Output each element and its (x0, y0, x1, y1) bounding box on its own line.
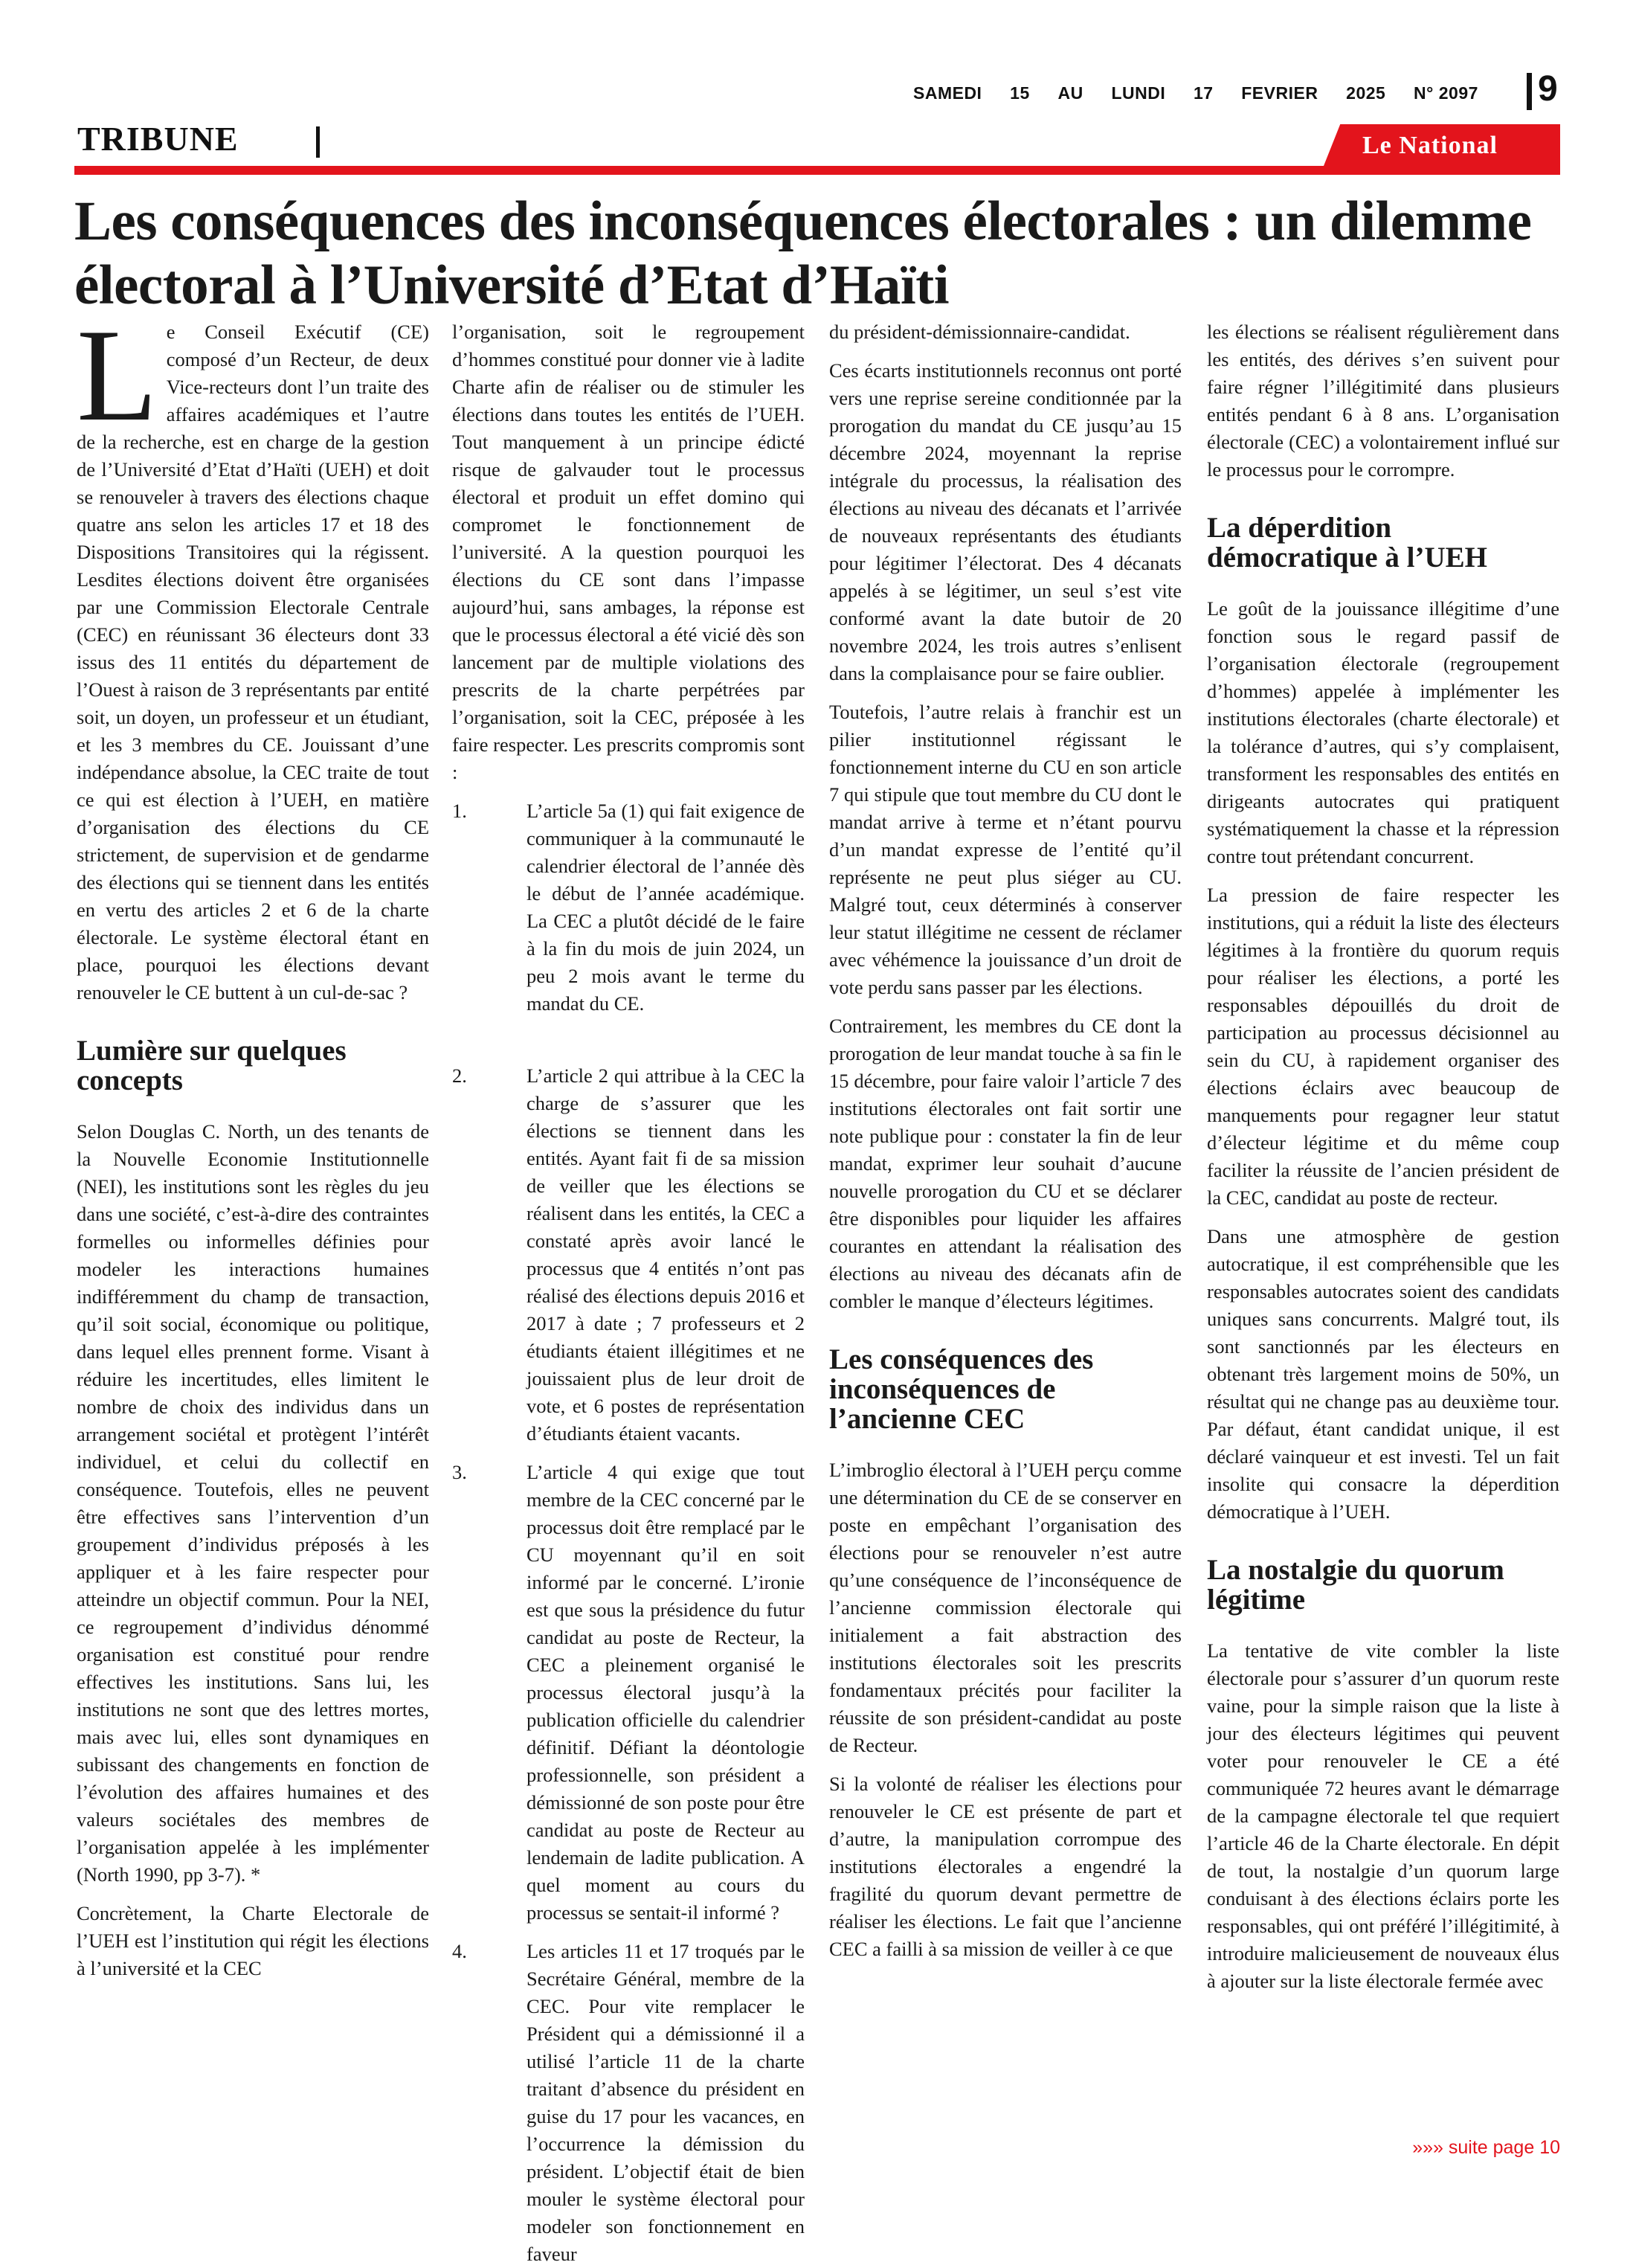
page-number-separator (1527, 73, 1532, 110)
list-text: L’article 5a (1) qui fait exigence de communiquer à la communauté le calendrier électoral de l’année dès le début de l’année académique. La CEC a plutôt décidé de le faire à la fin du mois de juin 2024, un peu 2 mois avant le terme du mandat du CE. (526, 800, 805, 1015)
page-number: 9 (1538, 69, 1558, 109)
subheading: La déperdition démocratique à l’UEH (1207, 512, 1487, 574)
article-paragraph: Concrètement, la Charte Electorale de l’UEH est l’institution qui régit les élections à l’université et la CEC (77, 1902, 429, 1979)
list-item (452, 1938, 805, 2268)
article-paragraph: Si la volonté de réaliser les élections pour renouveler le CE est présente de part et d’autre, la manipulation corrompue des institutions électorales a engendré la fragilité du quorum devant permettre de réaliser les élections. Le fait que l’ancienne CEC a failli à sa mission de veiller à ce que (829, 1773, 1182, 1960)
list-text: L’article 2 qui attribue à la CEC la charge de s’assurer que les élections se tiennent dans les entités. Ayant fait fi de sa mission de veiller que les élections se réalisent dans les entités, la CEC a constaté après avoir lancé le processus que 4 entités n’ont pas réalisé des élections depuis 2016 et 2017 à date ; 7 professeurs et 2 étudiants étaient illégitimes et ne jouissaient plus de leur droit de vote, et 6 postes de représentation d’étudiants étaient vacants. (526, 1064, 805, 1445)
list-item (452, 797, 805, 1018)
date-part: 2025 (1346, 83, 1386, 103)
list-number: 3. (452, 1461, 467, 1483)
header-rule (74, 166, 1560, 175)
paragraph-text: e Conseil Exécutif (CE) composé d’un Recteur, de deux Vice-recteurs dont l’un traite des affaires académiques et l’autre de la recherche, est en charge de la gestion de l’Université d’Etat d’Haïti (UEH) et doit se renouveler à travers des élections chaque quatre ans selon les articles 17 et 18 des Dispositions Transitoires qui la régissent. Lesdites élections doivent être organisées par une Commission Electorale Centrale (CEC) en réunissant 36 électeurs dont 33 issus des 11 entités du département de l’Ouest à raison de 3 représentants par entité soit, un doyen, un professeur et un étudiant, et les 3 membres du CE. Jouissant d’une indépendance absolue, la CEC traite de tout ce qui est élection à l’UEH, en matière d’organisation des élections du CE strictement, de supervision et de gendarme des élections qui se tiennent dans les entités en vertu des articles 2 et 6 de la charte électorale. Le système électoral étant en place, pourquoi les élections devant renouveler le CE buttent à un cul-de-sac ? (77, 321, 429, 1003)
list-number: 4. (452, 1940, 467, 1962)
article-column-4 (1207, 318, 1559, 2118)
numbered-list (452, 797, 805, 2268)
list-text: Les articles 11 et 17 troqués par le Secrétaire Général, membre de la CEC. Pour vite remplacer le Président qui a démissionné il a utilisé l’article 11 de la charte traitant d’absence du président en guise du 17 pour les vacances, en l’occurrence la démission du président. L’objectif était de bien mouler le système électoral pour modeler son fonctionnement en faveur (526, 1940, 805, 2265)
subheading: La nostalgie du quorum légitime (1207, 1554, 1504, 1616)
date-part: LUNDI (1111, 83, 1166, 103)
list-number: 2. (452, 1064, 467, 1087)
list-item (452, 1459, 805, 1927)
article-column-1 (77, 301, 429, 2118)
article-paragraph: Dans une atmosphère de gestion autocratique, il est compréhensible que les responsables autocrates soient des candidats uniques sans concurrents. Malgré tout, ils sont sanctionnés par les électeurs en obtenant très largement moins de 50%, un résultat qui ne change pas au deuxième tour. Par défaut, étant candidat unique, il est déclaré vainqueur et est investi. Tel un fait insolite qui consacre la déperdition démocratique à l’UEH. (1207, 1225, 1559, 1523)
article-paragraph: La pression de faire respecter les institutions, qui a réduit la liste des électeurs légitimes à la frontière du quorum requis pour réaliser les élections, a porté les responsables dépouillés du droit de participation au processus décisionnel au sein du CU, à rapidement organiser des élections éclairs avec beaucoup de manquements pour regagner leur statut d’électeur légitime et du même coup faciliter la réussite de l’ancien président de la CEC, candidat au poste de recteur. (1207, 884, 1559, 1209)
subheading: Lumière sur quelques concepts (77, 1035, 347, 1096)
article-paragraph: Le goût de la jouissance illégitime d’une fonction sous le regard passif de l’organisation électorale (regroupement d’hommes) appelée à implémenter les institutions électorales (charte électorale) et la tolérance d’autres, qui s’y complaisent, transforment les responsables des entités en dirigeants autocrates qui pratiquent systématiquement la chasse et la répression contre tout prétendant concurrent. (1207, 597, 1559, 867)
date-part: 15 (1010, 83, 1030, 103)
list-item (452, 1062, 805, 1448)
date-part: 17 (1193, 83, 1214, 103)
article-paragraph: Selon Douglas C. North, un des tenants de la Nouvelle Economie Institutionnelle (NEI), les institutions sont les règles du jeu dans une société, c’est-à-dire des contraintes formelles ou informelles définies pour modeler les interactions humaines indifféremment du champ de transaction, qu’il soit social, économique ou politique, dans lequel elles prennent forme. Visant à réduire les incertitudes, elles limitent le nombre de choix des individus dans un arrangement sociétal et protègent l’intérêt individuel, et celui du collectif en conséquence. Toutefois, elles ne peuvent être effectives sans l’intervention d’un groupement d’individus préposés à les appliquer et à les faire respecter pour atteindre un objectif commun. Pour la NEI, ce regroupement d’individus dénommé organisation est constitué pour rendre effectives les institutions. Sans lui, les institutions ne sont que des lettres mortes, mais avec lui, elles sont dynamiques en subissant des changements en fonction de l’évolution des affaires humaines et des valeurs sociétales des membres de l’organisation appelée à les implémenter (North 1990, pp 3-7). * (77, 1120, 429, 1886)
brand-name: Le National (1362, 132, 1498, 159)
article-paragraph: L’imbroglio électoral à l’UEH perçu comme une détermination du CE de se conserver en poste en empêchant l’organisation des élections pour se renouveler n’est autre qu’une conséquence de l’inconséquence de l’ancienne commission électorale qui initialement a fait abstraction des institutions électorales soit les prescrits fondamentaux précités pour faciliter la réussite de son président-candidat au poste de Recteur. (829, 1459, 1182, 1756)
date-part: FEVRIER (1241, 83, 1318, 103)
article-paragraph: les élections se réalisent régulièrement dans les entités, des dérives s’en suivent pour faire régner l’illégitimité dans plusieurs entités pendant 6 à 8 ans. L’organisation électorale (CEC) a volontairement influé sur le processus pour le corrompre. (1207, 321, 1559, 481)
article-paragraph: Contrairement, les membres du CE dont la prorogation de leur mandat touche à sa fin le 15 décembre, pour faire valoir l’article 7 des institutions électorales ont fait sortir une note publique pour : constater la fin de leur mandat, exprimer leur souhait d’aucune nouvelle prorogation du CU et se déclarer être disponibles pour liquider les affaires courantes en attendant la réalisation des élections au niveau des décanats afin de combler le manque d’électeurs légitimes. (829, 1015, 1182, 1312)
subheading: Les conséquences des inconséquences de l’ancienne CEC (829, 1343, 1094, 1435)
date-part: AU (1057, 83, 1083, 103)
issue-date-line (913, 83, 1478, 103)
list-text: L’article 4 qui exige que tout membre de la CEC concerné par le processus doit être remplacé par le CU moyennant qu’il en soit informé par le concerné. L’ironie est que sous la présidence du futur candidat au poste de Recteur, la CEC a pleinement organisé le processus électoral jusqu’à la publication officielle du calendrier définitif. Défiant la déontologie professionnelle, son président a démissionné de son poste pour être candidat au poste de Recteur au lendemain de ladite publication. A quel moment au cours du processus se sentait-il informé ? (526, 1461, 805, 1924)
list-number: 1. (452, 800, 467, 822)
section-separator (316, 126, 320, 158)
section-label: TRIBUNE (77, 120, 239, 158)
article-title: Les conséquences des inconséquences électorales : un dilemme électoral à l’Université d’Etat d’Haïti (74, 190, 1532, 316)
article-paragraph: La tentative de vite combler la liste électorale pour s’assurer d’un quorum reste vaine, pour la simple raison que la liste à jour des électeurs légitimes qui peuvent voter pour renouveler le CE a été communiquée 72 heures avant le démarrage de la campagne électorale tel que requiert l’article 46 de la Charte électorale. En dépit de tout, la nostalgie d’un quorum large conduisant à des élections éclairs porte les responsables, qui ont préféré l’illégitimité, à introduire malicieusement de nouveaux élus à ajouter sur la liste électorale fermée avec (1207, 1639, 1559, 1992)
article-paragraph: l’organisation, soit le regroupement d’hommes constitué pour donner vie à ladite Charte afin de réaliser ou de stimuler les élections dans toutes les entités de l’UEH. Tout manquement à un principe édicté risque de galvauder tout le processus électoral et produit un effet domino qui compromet le fonctionnement de l’université. A la question pourquoi les élections du CE sont dans l’impasse aujourd’hui, sans ambages, la réponse est que le processus électoral a été vicié dès son lancement par de multiple violations des prescrits de la charte perpétrées par l’organisation, soit la CEC, préposée à les faire respecter. Les prescrits compromis sont : (452, 321, 805, 783)
date-part: SAMEDI (913, 83, 982, 103)
continuation-link[interactable]: »»» suite page 10 (1412, 2137, 1560, 2158)
article-paragraph: Toutefois, l’autre relais à franchir est un pilier institutionnel régissant le fonctionnement interne du CU en son article 7 qui stipule que tout membre du CU dont le mandat arrive à terme et n’étant pourvu d’un mandat expresse de l’entité qu’il représente ne peut plus siéger au CU. Malgré tout, ceux déterminés à conserver leur statut illégitime ne cessent de réclamer avec véhémence la jouissance d’un droit de vote perdu sans passer par les élections. (829, 701, 1182, 998)
article-paragraph: Ces écarts institutionnels reconnus ont porté vers une reprise sereine conditionnée par la prorogation du mandat du CE jusqu’au 15 décembre 2024, moyennant la reprise intégrale du processus, la réalisation des élections au niveau des décanats et l’arrivée de nouveaux représentants des étudiants pour légitimer l’électorat. Des 4 décanats appelés à se légitimer, un seul s’est vite conformé avant la date butoir de 20 novembre 2024, les trois autres s’enlisent dans la complaisance pour se faire oublier. (829, 359, 1182, 684)
article-paragraph: du président-démissionnaire-candidat. (829, 321, 1130, 343)
article-paragraph (77, 301, 429, 1006)
dropcap: L (77, 301, 158, 449)
issue-number: N° 2097 (1414, 83, 1478, 103)
article-column-2 (452, 318, 805, 2265)
article-column-3 (829, 318, 1182, 2118)
